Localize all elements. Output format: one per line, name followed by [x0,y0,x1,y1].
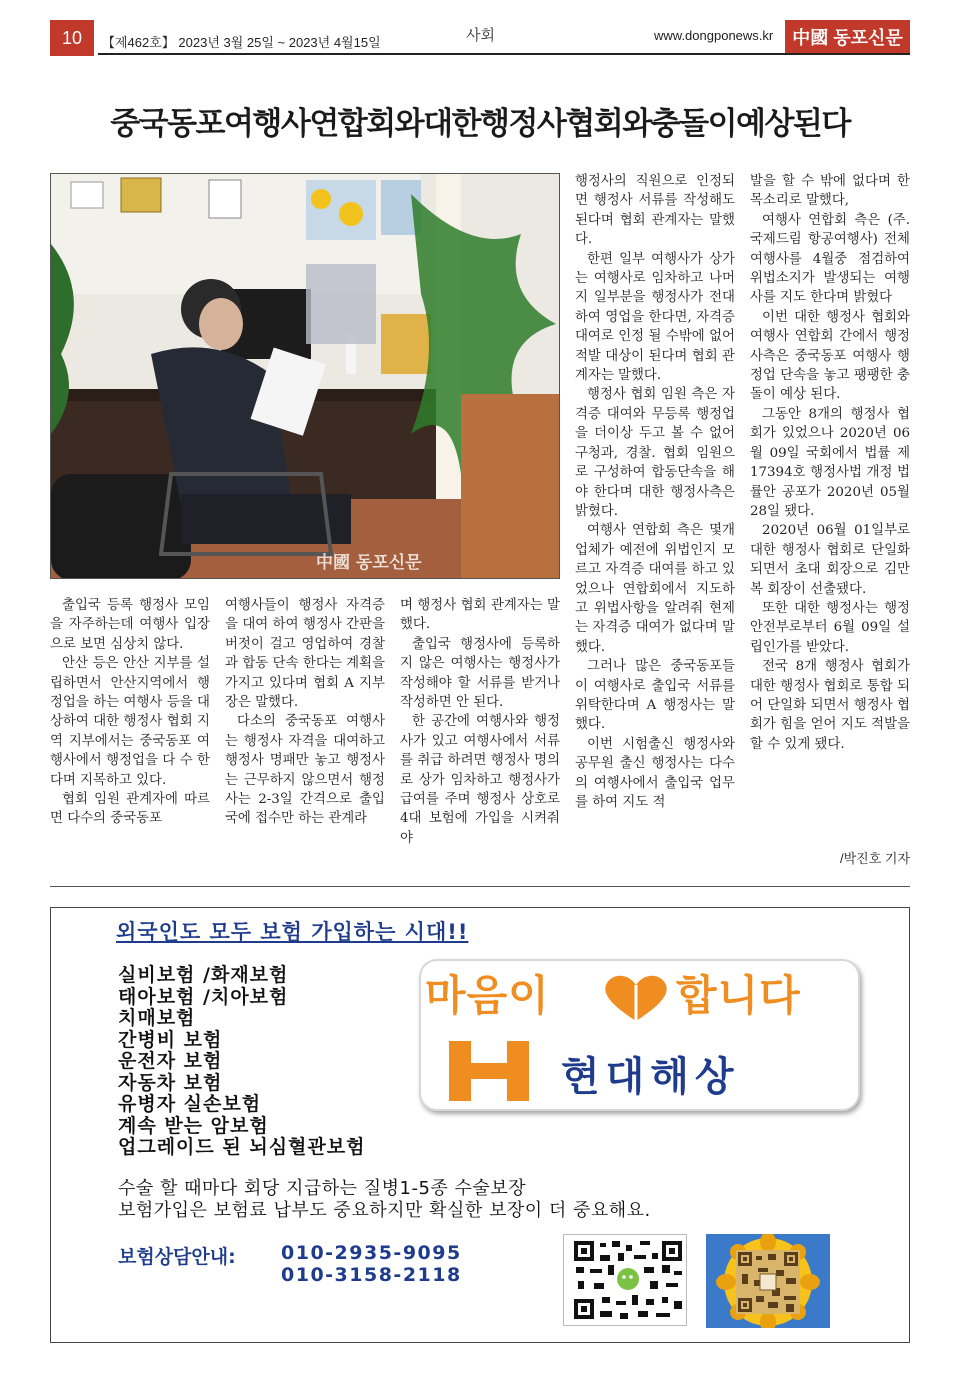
list-item: 업그레이드 된 뇌심혈관보험 [118,1136,366,1158]
section-name: 사회 [466,27,495,44]
header-rule [98,53,910,55]
page-number: 10 [50,20,94,56]
paragraph: 며 행정사 협회 관계자는 말했다. [400,598,560,633]
ad-description [118,1178,651,1222]
paragraph: 또한 대한 행정사는 행정 안전부로부터 6월 09일 설립인가를 받았다. [750,600,910,655]
desc-line: 보험가입은 보험료 납부도 중요하지만 확실한 보장이 더 중요해요. [118,1200,651,1221]
paragraph: 행정사 협회 임원 측은 자격증 대여와 무등록 행정업을 더이상 두고 볼 수 없어 구청과, 경찰. 협회 임원으로 구성하여 합동단속을 해야 한다며 대한 행정사측은 밝혔다. [575,387,735,519]
company-name: 현대해상 [561,1054,740,1100]
paragraph: 여행사들이 행정사 자격증을 대여 하여 행정사 간판을 버젓이 걸고 영업하여 경찰과 합동 단속 한다는 계획을 가지고 있다며 협회 A 지부장은 말했다. [225,598,385,711]
slogan [421,963,858,1023]
paragraph: 발을 할 수 밖에 없다며 한목소리로 말했다, [750,174,910,209]
sunflower-qr-code-icon[interactable] [706,1234,830,1328]
paragraph: 그러나 많은 중국동포들이 여행사로 출입국 서류를 위탁한다며 A 행정사는 말했다. [575,659,735,733]
hyundai-marine-logo [419,959,860,1111]
article-column-1 [50,596,210,829]
paragraph: 한 공간에 여행사와 행정사가 있고 여행사에서 서류를 취급 하려면 행정사 명의로 상가 임차하고 행정사가 급여를 주며 행정사 상호로 4대 보험에 가입을 시켜줘야 [400,714,560,846]
article-headline: 중국동포여행사연합회와대한행정사협회와충돌이예상된다 [110,106,850,142]
article-column-5 [750,172,910,754]
paragraph: 여행사 연합회 측은 (주.국제드림 항공여행사) 전체 여행사를 4월중 점검하여 위법소지가 발생되는 여행사를 지도 한다며 밝혔다 [750,212,910,306]
desc-line: 수술 할 때마다 회당 지급하는 질병1-5종 수술보장 [118,1178,527,1199]
paragraph: 행정사의 직원으로 인정되면 행정사 서류를 작성해도 된다며 협회 관계자는 말했다. [575,174,735,248]
issue-info: 【제462호】 2023년 3월 25일 ~ 2023년 4월15일 [102,35,381,50]
paragraph: 다소의 중국동포 여행사는 행정사 자격을 대여하고 행정사 명패만 놓고 행정사는 근무하지 않으면서 행정사는 2-3일 간격으로 출입국에 접수만 하는 관계라 [225,714,385,827]
insurance-ad [50,907,910,1343]
list-item: 유병자 실손보험 [118,1093,262,1115]
article-column-3 [400,596,560,848]
paragraph: 그동안 8개의 행정사 협회가 있었으나 2020년 06월 09일 국회에서 법률 제 17394호 행정사법 개정 법률안 공포가 2020년 05월 28일 됐다. [750,406,910,519]
list-item: 자동차 보험 [118,1071,223,1094]
article-column-4 [575,172,735,812]
slogan-left: 마음이 [425,971,550,1020]
paragraph: 2020년 06월 01일부로 대한 행정사 협회로 단일화 되면서 초대 회장으로 김만복 회장이 선출됐다. [750,523,910,597]
contact-label: 보험상담안내: [118,1246,236,1268]
reporter-byline: /박진호 기자 [839,851,910,866]
website-url[interactable]: www.dongponews.kr [654,28,774,43]
article-column-2 [225,596,385,829]
list-item: 간병비 보험 [118,1028,223,1051]
list-item: 실비보험 /화재보험 [118,964,289,986]
ad-title: 외국인도 모두 보험 가입하는 시대!! [116,920,469,944]
section-divider [50,886,910,887]
newspaper-brand: 中國 동포신문 [785,20,910,54]
photo-watermark: 中國 동포신문 [316,553,422,573]
paragraph: 출입국 등록 행정사 모임을 자주하는데 여행사 입장으로 보면 심상치 않다. [50,598,210,652]
paragraph: 출입국 행정사에 등록하지 않은 여행사는 행정사가 작성해야 할 서류를 받거나 작성하면 안 된다. [400,636,560,711]
paragraph: 협회 임원 관계자에 따르면 다수의 중국동포 [50,792,210,827]
insurance-product-list [118,965,365,1159]
phone-number[interactable]: 010-2935-9095 [281,1242,462,1264]
paragraph: 안산 등은 안산 지부를 설립하면서 안산지역에서 행정업을 하는 여행사 등을 대상하여 대한 행정사 협회 지역 지부에서는 중국동포 여행사에서 행정업을 다 수 한다며 지목하고 있다. [50,656,210,788]
qr-code-icon[interactable] [563,1234,687,1326]
list-item: 치매보험 [118,1007,196,1029]
paragraph: 이번 대한 행정사 협회와 여행사 연합회 간에서 행정사측은 중국동포 여행사 행정업 단속을 놓고 팽팽한 충돌이 예상 된다. [750,309,910,403]
paragraph: 전국 8개 행정사 협회가 대한 행정사 협회로 통합 되어 단일화 되면서 행정사 협회가 힘을 얻어 지도 적발을 할 수 있게 됐다. [750,659,910,752]
paragraph: 이번 시험출신 행정사와 공무원 출신 행정사는 다수의 여행사에서 출입국 업무를 하여 지도 적 [575,736,735,810]
paragraph: 한편 일부 여행사가 상가는 여행사로 임차하고 나머지 일부분을 행정사가 전대하여 영업을 한다면, 자격증 대여로 인정 될 수밖에 없어 적발 대상이 된다며 협회 관계자는 말했다. [575,251,735,384]
article-photo [50,173,560,579]
paragraph: 여행사 연합회 측은 몇개 업체가 예전에 위법인지 모르고 자격증 대여를 하고 있었으나 연합회에서 지도하고 위법사항을 알려줘 현제는 자격증 대여가 없다며 말했다. [575,523,735,655]
slogan-right: 합니다 [676,971,801,1020]
phone-number[interactable]: 010-3158-2118 [281,1264,462,1286]
list-item: 태아보험 /치아보험 [118,985,289,1008]
hyundai-h-icon [449,1041,529,1105]
list-item: 계속 받는 암보험 [118,1114,269,1137]
heart-icon [601,971,671,1029]
list-item: 운전자 보험 [118,1050,223,1072]
